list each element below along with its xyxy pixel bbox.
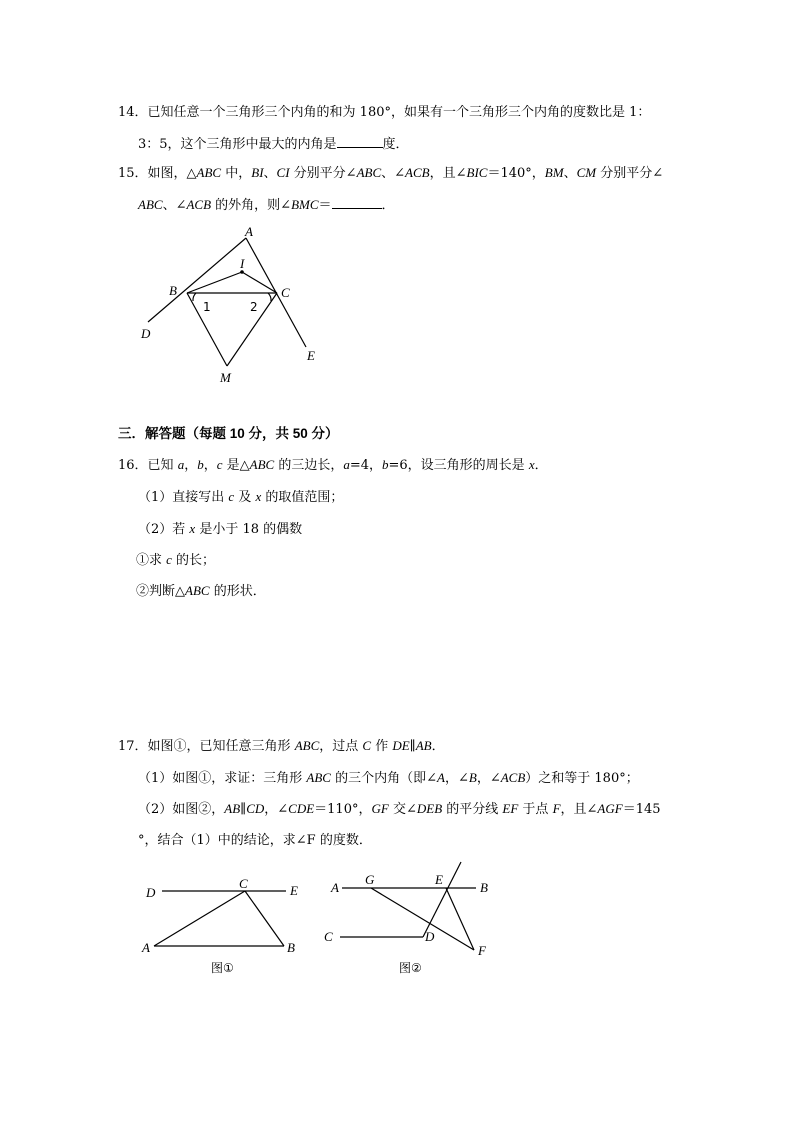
fig1-label-D: D — [146, 885, 156, 900]
label-I: I — [240, 256, 245, 271]
label-C: C — [281, 285, 290, 300]
label-D: D — [141, 326, 151, 341]
label-angle-2: 2 — [250, 300, 258, 314]
fig1-label-A: A — [142, 940, 150, 955]
q16-part2: （2）若 x 是小于 18 的偶数 — [138, 521, 303, 537]
q15-line2: ABC、∠ACB 的外角，则∠BMC＝ ． — [138, 197, 395, 213]
q17-line1: 17．如图①，已知任意三角形 ABC，过点 C 作 DE∥AB． — [118, 738, 445, 754]
fig2-label-E: E — [435, 872, 443, 887]
label-E: E — [307, 348, 315, 363]
q17-part2-cont: °，结合（1）中的结论，求∠F 的度数． — [138, 833, 372, 848]
fig2-label-D: D — [425, 929, 435, 944]
fig2-label-A: A — [331, 880, 339, 895]
fig1-label-B: B — [287, 940, 295, 955]
q16-sub1: ①求 c 的长； — [136, 552, 216, 568]
section-heading: 三．解答题（每题 10 分，共 50 分） — [118, 426, 339, 441]
fig2-label-B: B — [480, 880, 488, 895]
label-angle-1: 1 — [203, 300, 211, 314]
fig1-line-CB — [245, 891, 284, 946]
fig2-label-C: C — [324, 929, 333, 944]
fig1-label-E: E — [290, 883, 298, 898]
q16-sub2: ②判断△ABC 的形状． — [136, 583, 266, 599]
q16-line1: 16．已知 a，b，c 是△ABC 的三边长，a=4，b=6，设三角形的周长是 x． — [118, 457, 548, 473]
fig2-line-GF — [371, 888, 474, 950]
q16-part1: （1）直接写出 c 及 x 的取值范围； — [138, 489, 344, 505]
label-A: A — [245, 224, 253, 239]
fig1-line-AC — [154, 891, 245, 946]
fig2-label-G: G — [365, 872, 375, 887]
fig2-label-F: F — [478, 943, 486, 958]
label-M: M — [220, 370, 231, 385]
fig1-label-C: C — [239, 876, 248, 891]
label-B: B — [169, 283, 177, 298]
fig2-caption: 图② — [399, 961, 422, 975]
q15-line1: 15．如图，△ABC 中，BI、CI 分别平分∠ABC、∠ACB，且∠BIC＝140°，BM、CM 分别平分∠ — [118, 165, 664, 181]
fig1-caption: 图① — [211, 961, 234, 975]
q17-part1: （1）如图①，求证：三角形 ABC 的三个内角（即∠A，∠B，∠ACB）之和等于 180°； — [138, 770, 639, 786]
fig2-line-EF — [446, 888, 474, 950]
q14-line1: 14．已知任意一个三角形三个内角的和为 180°，如果有一个三角形三个内角的度数比是 1： — [118, 105, 651, 120]
q17-part2: （2）如图②，AB∥CD，∠CDE＝110°，GF 交∠DEB 的平分线 EF 于点 F，且∠AGF＝145 — [138, 801, 661, 817]
q14-line2: 3：5，这个三角形中最大的内角是 度． — [138, 134, 409, 154]
